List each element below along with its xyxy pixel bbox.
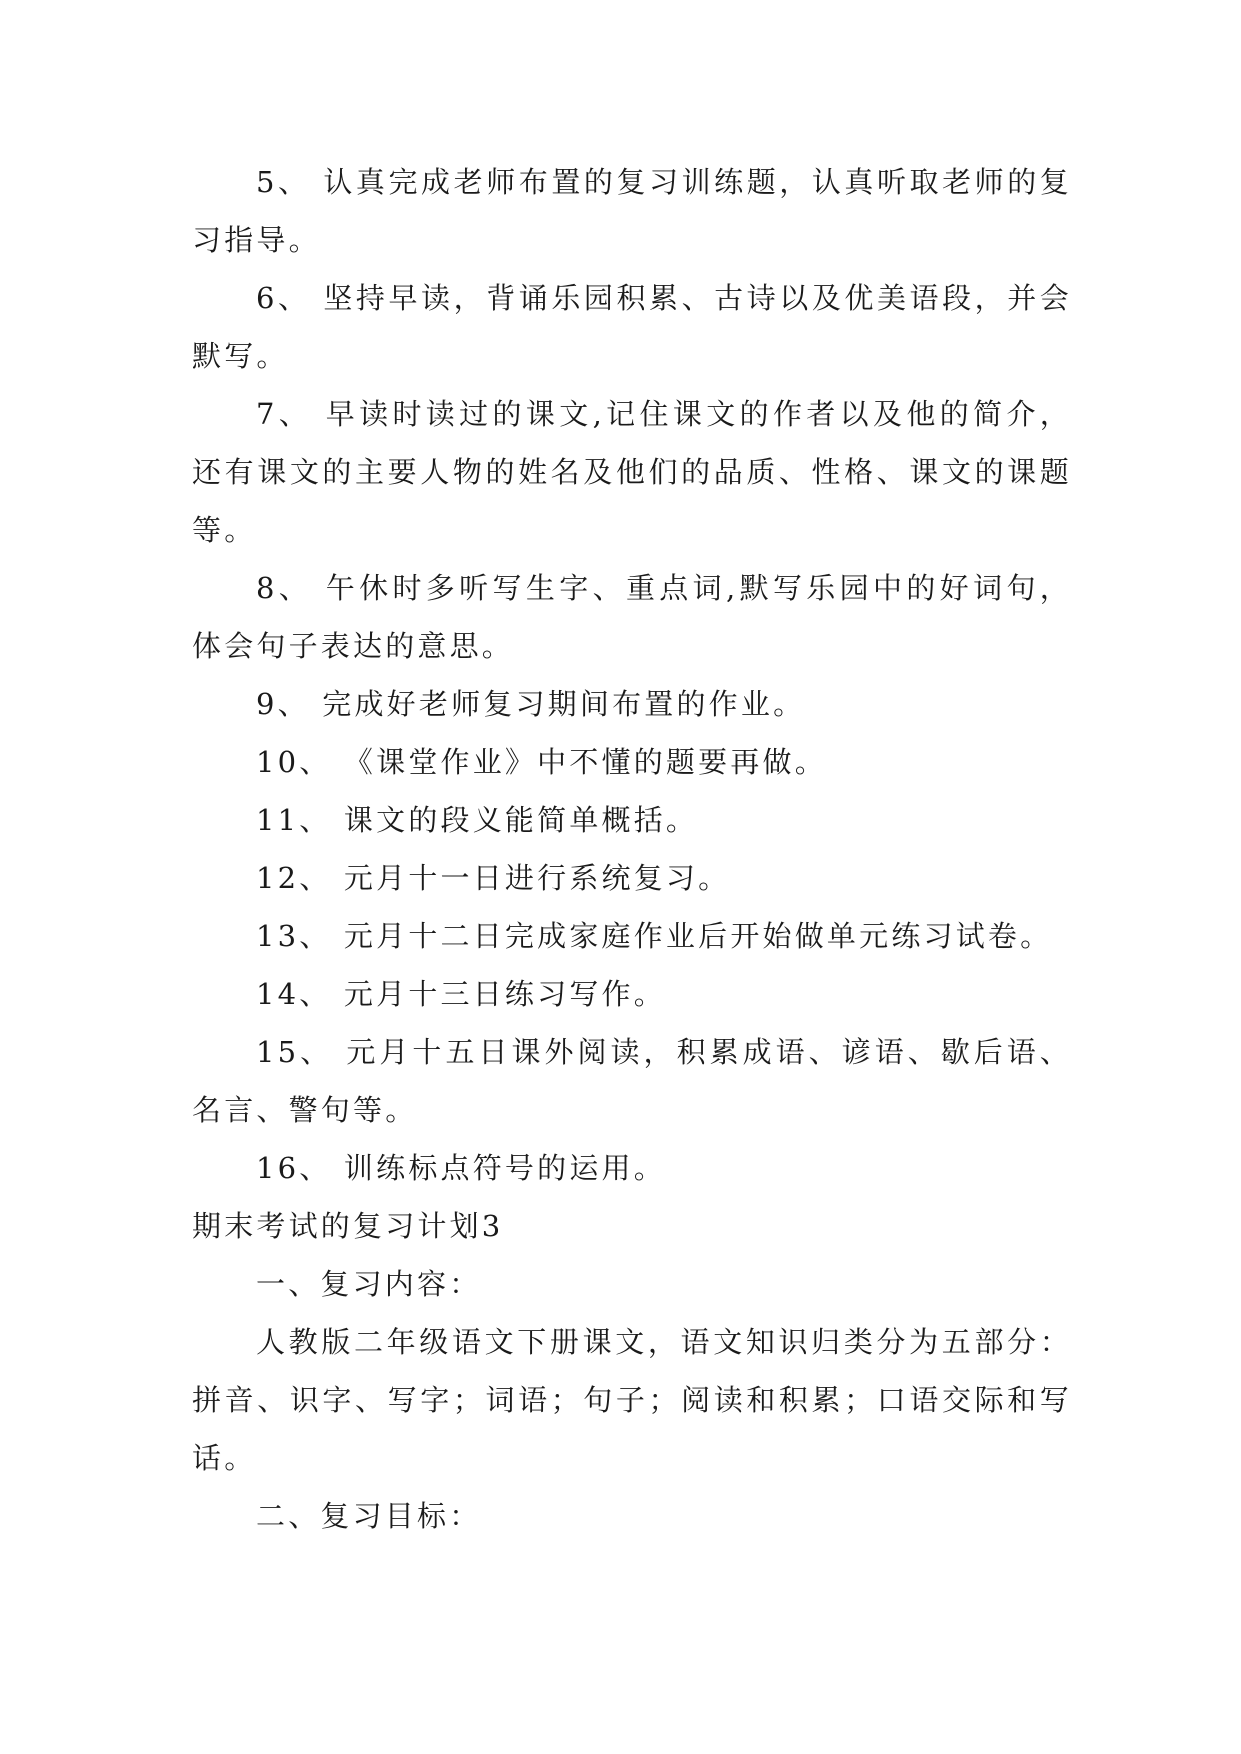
- paragraph-item-13: 13、 元月十二日完成家庭作业后开始做单元练习试卷。: [256, 919, 1053, 953]
- paragraph-item-7: 7、 早读时读过的课文,记住课文的作者以及他的简介，还有课文的主要人物的姓名及他们的品质、性格、课文的课题等。: [192, 397, 1072, 547]
- document-body: [192, 153, 1072, 1545]
- paragraph-item-5: 5、 认真完成老师布置的复习训练题，认真听取老师的复习指导。: [192, 165, 1072, 257]
- paragraph-item-15: 15、 元月十五日课外阅读，积累成语、谚语、歇后语、名言、警句等。: [192, 1035, 1072, 1127]
- content-description: 人教版二年级语文下册课文，语文知识归类分为五部分：拼音、识字、写字；词语；句子；阅读和积累；口语交际和写话。: [192, 1325, 1072, 1475]
- paragraph-item-12: 12、 元月十一日进行系统复习。: [256, 861, 731, 895]
- paragraph-item-14: 14、 元月十三日练习写作。: [256, 977, 666, 1011]
- subsection-heading-content: 一、复习内容：: [256, 1267, 482, 1301]
- subsection-heading-goals: 二、复习目标：: [256, 1499, 482, 1533]
- paragraph-item-6: 6、 坚持早读，背诵乐园积累、古诗以及优美语段，并会默写。: [192, 281, 1072, 373]
- paragraph-item-10: 10、 《课堂作业》中不懂的题要再做。: [256, 745, 827, 779]
- section-heading: 期末考试的复习计划3: [192, 1209, 504, 1243]
- paragraph-item-16: 16、 训练标点符号的运用。: [256, 1151, 666, 1185]
- paragraph-item-9: 9、 完成好老师复习期间布置的作业。: [256, 687, 806, 721]
- paragraph-item-11: 11、 课文的段义能简单概括。: [256, 803, 699, 837]
- paragraph-item-8: 8、 午休时多听写生字、重点词,默写乐园中的好词句，体会句子表达的意思。: [192, 571, 1072, 663]
